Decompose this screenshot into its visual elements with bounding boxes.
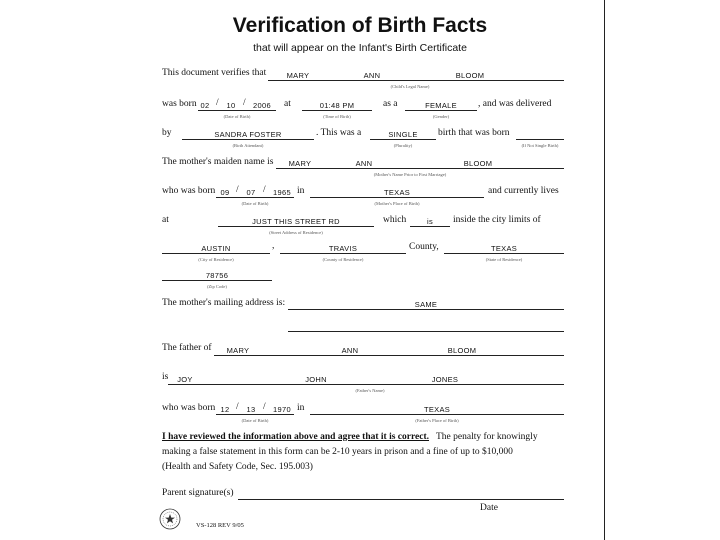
mother-dob-line <box>216 197 294 198</box>
birth-order-caption: (If Not Single Birth) <box>521 143 559 148</box>
father-dob-day[interactable]: 13 <box>246 405 256 414</box>
date-separator: / <box>216 98 219 108</box>
state-value[interactable]: TEXAS <box>490 244 518 253</box>
father-of-line <box>214 355 564 356</box>
form-title: Verification of Birth Facts <box>232 14 488 37</box>
child-last-name[interactable]: BLOOM <box>455 71 485 80</box>
father-last-name[interactable]: JONES <box>431 375 459 384</box>
county-line <box>280 253 406 254</box>
city-line <box>162 253 270 254</box>
father-dob-caption: (Date of Birth) <box>241 418 269 423</box>
penalty-line-1: The penalty for knowingly <box>436 432 538 442</box>
signature-line[interactable] <box>238 499 564 500</box>
date-separator: / <box>263 402 266 412</box>
mother-first-name[interactable]: MARY <box>288 159 312 168</box>
at-label: at <box>284 99 291 109</box>
zip-caption: (Zip Code) <box>207 284 227 289</box>
city-limits-label: inside the city limits of <box>453 215 541 225</box>
plurality-line <box>370 139 436 140</box>
sex-caption: (Gender) <box>432 114 450 119</box>
delivered-label: , and was delivered <box>478 99 552 109</box>
street-line <box>218 226 374 227</box>
plurality-value[interactable]: SINGLE <box>388 130 418 139</box>
street-address[interactable]: JUST THIS STREET RD <box>252 217 340 226</box>
in-label: in <box>297 186 305 196</box>
father-dob-month[interactable]: 12 <box>220 405 230 414</box>
child-first-name[interactable]: MARY <box>286 71 310 80</box>
father-of-child-middle[interactable]: ANN <box>341 346 359 355</box>
father-dob-line <box>216 414 294 415</box>
child-dob-day[interactable]: 10 <box>226 101 236 110</box>
mother-born-label: who was born <box>162 186 216 196</box>
street-caption: (Street Address of Residence) <box>269 230 323 235</box>
father-in-label: in <box>297 403 305 413</box>
mother-birthplace[interactable]: TEXAS <box>383 188 411 197</box>
state-seal-icon <box>159 508 181 530</box>
by-label: by <box>162 128 172 138</box>
attendant-line <box>182 139 314 140</box>
form-subtitle: that will appear on the Infant's Birth Certificate <box>253 42 467 54</box>
father-born-label: who was born <box>162 403 216 413</box>
time-line <box>302 110 372 111</box>
penalty-line-3: (Health and Safety Code, Sec. 195.003) <box>162 462 313 472</box>
attestation-statement: I have reviewed the information above and agree that it is correct. <box>162 432 430 442</box>
maiden-name-label: The mother's maiden name is <box>162 157 274 167</box>
maiden-name-line <box>276 168 564 169</box>
county-caption: (County of Residence) <box>322 257 364 262</box>
zip-line <box>162 280 272 281</box>
comma: , <box>272 241 275 251</box>
intro-label: This document verifies that <box>162 68 267 78</box>
date-separator: / <box>236 185 239 195</box>
form-number: VS-128 REV 9/05 <box>196 522 244 529</box>
mailing-line-2 <box>288 331 564 332</box>
child-name-caption: (Child's Legal Name) <box>390 84 430 89</box>
sex-line <box>405 110 477 111</box>
mother-dob-month[interactable]: 09 <box>220 188 230 197</box>
mailing-address[interactable]: SAME <box>414 300 438 309</box>
birth-time[interactable]: 01:48 PM <box>319 101 355 110</box>
mother-middle-name[interactable]: ANN <box>355 159 373 168</box>
maiden-name-caption: (Mother's Name Prior to First Marriage) <box>373 172 447 177</box>
father-birthplace-line <box>310 414 564 415</box>
father-first-name[interactable]: JOY <box>177 375 193 384</box>
mother-dob-caption: (Date of Birth) <box>241 201 269 206</box>
child-dob-caption: (Date of Birth) <box>223 114 251 119</box>
mother-birthplace-caption: (Mother's Place of Birth) <box>374 201 420 206</box>
at-address-label: at <box>162 215 169 225</box>
birth-attendant[interactable]: SANDRA FOSTER <box>214 130 282 139</box>
inside-city-value[interactable]: is <box>426 217 434 226</box>
father-of-child-last[interactable]: BLOOM <box>447 346 477 355</box>
plurality-caption: (Plurality) <box>393 143 413 148</box>
mailing-line <box>288 309 564 310</box>
father-name-line <box>168 384 564 385</box>
attendant-caption: (Birth Attendant) <box>232 143 264 148</box>
father-birthplace[interactable]: TEXAS <box>423 405 451 414</box>
was-born-label: was born <box>162 99 197 109</box>
date-separator: / <box>243 98 246 108</box>
county-value[interactable]: TRAVIS <box>328 244 358 253</box>
inside-line <box>410 226 450 227</box>
child-dob-line <box>198 110 276 111</box>
zip-value[interactable]: 78756 <box>205 271 229 280</box>
child-dob-month[interactable]: 02 <box>200 101 210 110</box>
birth-order-line <box>516 139 564 140</box>
as-a-label: as a <box>383 99 398 109</box>
lives-label: and currently lives <box>488 186 559 196</box>
mailing-label: The mother's mailing address is: <box>162 298 286 308</box>
father-of-child-first[interactable]: MARY <box>226 346 250 355</box>
page-right-border <box>604 0 605 540</box>
father-birthplace-caption: (Father's Place of Birth) <box>415 418 459 423</box>
city-value[interactable]: AUSTIN <box>201 244 231 253</box>
mother-dob-year[interactable]: 1965 <box>273 188 291 197</box>
father-middle-name[interactable]: JOHN <box>305 375 327 384</box>
plurality-label: . This was a <box>316 128 362 138</box>
child-middle-name[interactable]: ANN <box>363 71 381 80</box>
signature-label: Parent signature(s) <box>162 488 234 498</box>
father-of-label: The father of <box>162 343 212 353</box>
is-label: is <box>162 372 169 382</box>
birth-label: birth that was born <box>438 128 510 138</box>
time-caption: (Time of Birth) <box>323 114 351 119</box>
father-dob-year[interactable]: 1970 <box>273 405 291 414</box>
penalty-line-2: making a false statement in this form can be 2-10 years in prison and a fine of up to $10,000 <box>162 447 513 457</box>
child-dob-year[interactable]: 2006 <box>253 101 271 110</box>
which-label: which <box>383 215 407 225</box>
date-separator: / <box>263 185 266 195</box>
mother-birthplace-line <box>310 197 484 198</box>
child-name-line <box>268 80 564 81</box>
mother-last-name[interactable]: BLOOM <box>463 159 493 168</box>
state-line <box>444 253 564 254</box>
city-caption: (City of Residence) <box>198 257 234 262</box>
mother-dob-day[interactable]: 07 <box>246 188 256 197</box>
date-label: Date <box>480 503 498 513</box>
infant-sex[interactable]: FEMALE <box>425 101 457 110</box>
date-separator: / <box>236 402 239 412</box>
state-caption: (State of Residence) <box>485 257 523 262</box>
county-label: County, <box>409 242 439 252</box>
father-name-caption: (Father's Name) <box>355 388 385 393</box>
